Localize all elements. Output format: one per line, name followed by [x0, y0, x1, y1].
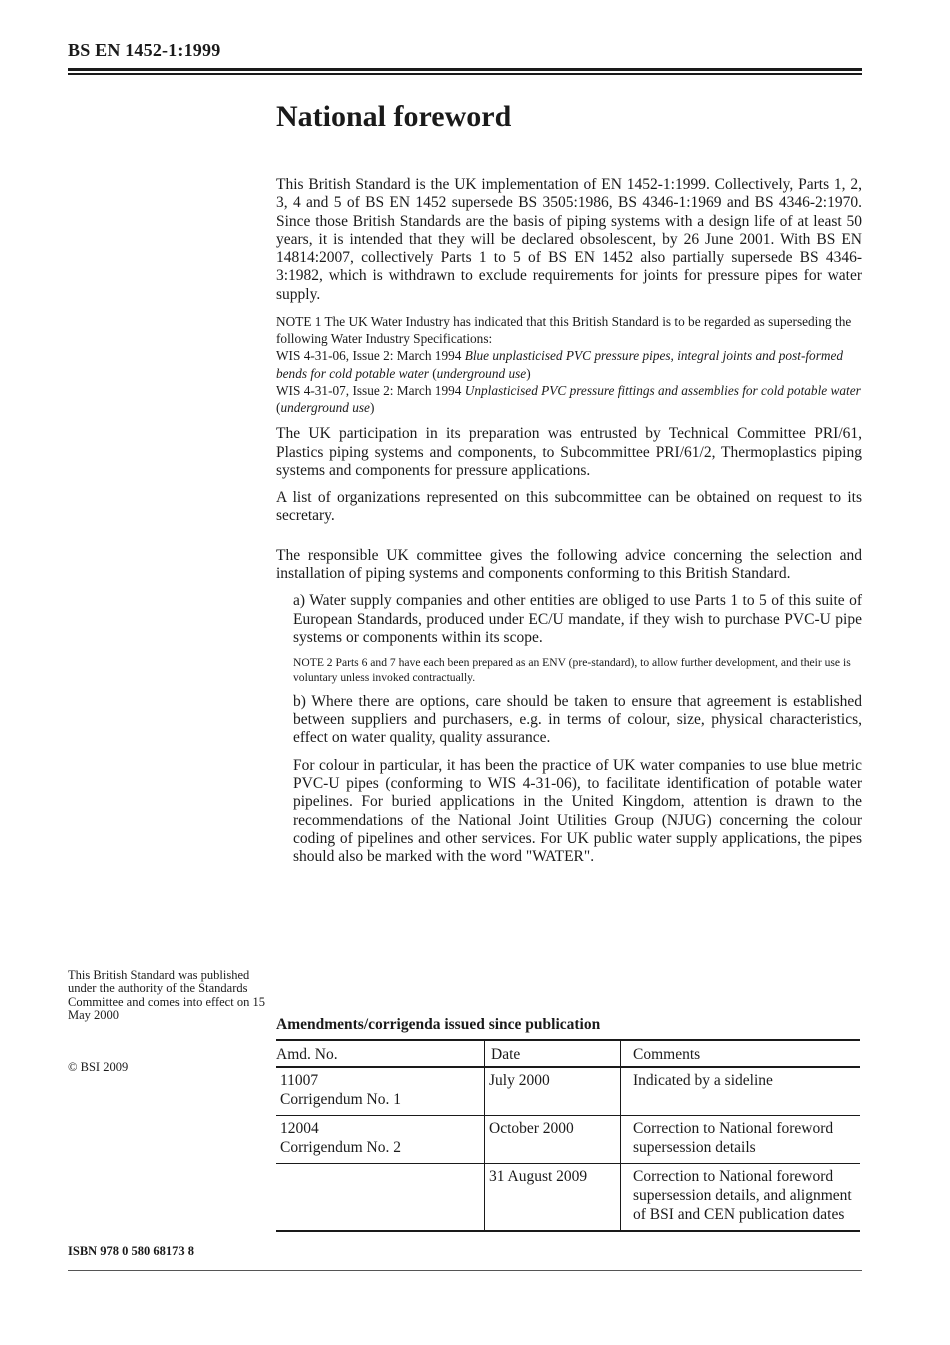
paragraph-implementation: This British Standard is the UK implementation of EN 1452-1:1999. Collectively, Parts 1, 2, 3, 4 and 5 of BS EN 1452 supersede BS 3505:1986, BS 4346-1:1969 and BS 4346-2:1970. Since those British Standards are the basis of piping systems with a design life of at least 50 years, it is intended that they will be declared obsolescent, by 26 June 2001. With BS EN 14814:2007, collectively Parts 1 to 5 of BS EN 1452 also partially supersede BS 4346-3:1982, which is withdrawn to exclude requirements for joints for pressure pipes for water supply. — [276, 176, 862, 303]
table-row — [276, 1116, 860, 1164]
publication-note: This British Standard was published under the authority of the Standards Committee and comes into effect on 15 May 2000 — [68, 968, 265, 1023]
note-1-intro: NOTE 1 The UK Water Industry has indicated that this British Standard is to be regarded as superseding the following Water Industry Specifications: — [276, 314, 852, 347]
copyright: © BSI 2009 — [68, 1060, 129, 1074]
note-1-wis2-title: Unplasticised PVC pressure fittings and assemblies for cold potable water — [464, 382, 861, 398]
table-row — [276, 1164, 860, 1232]
column-header-comments: Comments — [621, 1040, 861, 1067]
comments-cell: Correction to National foreword supersession details — [621, 1116, 861, 1164]
note-1-wis2-ref: WIS 4-31-07, Issue 2: March 1994 — [276, 382, 465, 398]
amd-corrigendum: Corrigendum No. 2 — [280, 1139, 401, 1156]
amd-no-cell — [276, 1164, 485, 1232]
header-rule-thin — [68, 73, 862, 75]
table-row — [276, 1067, 860, 1116]
date-cell: 31 August 2009 — [485, 1164, 621, 1232]
paragraph-colour: For colour in particular, it has been the practice of UK water companies to use blue metric PVC-U pipes (conforming to WIS 4-31-06), to facilitate identification of potable water pipelines. For buried applications in the United Kingdom, attention is drawn to the recommendations of the National Joint Utilities Group (NJUG) concerning the colour coding of pipelines and other services. For UK public water supply applications, the pipes should also be marked with the word "WATER". — [293, 756, 862, 866]
column-header-date: Date — [485, 1040, 621, 1067]
date-cell: October 2000 — [485, 1116, 621, 1164]
page-title: National foreword — [276, 100, 512, 133]
comments-cell: Correction to National foreword supersession details, and alignment of BSI and CEN publication dates — [621, 1164, 861, 1232]
note-1-wis1-ref: WIS 4-31-06, Issue 2: March 1994 — [276, 348, 465, 364]
amendments-table — [276, 1039, 860, 1232]
foreword-body — [276, 176, 862, 876]
note-1-wis2-use: underground use — [280, 400, 370, 416]
note-2: NOTE 2 Parts 6 and 7 have each been prepared as an ENV (pre-standard), to allow further development, and their use is voluntary unless invoked contractually. — [293, 656, 851, 684]
note-1-wis1-title: Blue unplasticised PVC pressure pipes, integral joints and post-formed bends for cold potable water — [276, 348, 844, 381]
footer-rule — [68, 1270, 862, 1271]
advice-item-b: b) Where there are options, care should be taken to ensure that agreement is established between suppliers and purchasers, e.g. in terms of colour, size, physical characteristics, effect on water quality, quality assurance. — [293, 692, 862, 747]
table-header-row — [276, 1040, 860, 1067]
amd-corrigendum: Corrigendum No. 1 — [280, 1091, 401, 1108]
note-1-wis1-use: underground use — [436, 365, 527, 381]
amendments-title: Amendments/corrigenda issued since publication — [276, 1016, 601, 1033]
standard-id-header: BS EN 1452-1:1999 — [68, 40, 221, 60]
paragraph-participation: The UK participation in its preparation was entrusted by Technical Committee PRI/61, Plastics piping systems and components, to Subcommittee PRI/61/2, Thermoplastics piping systems and components for pressure applications. — [276, 425, 862, 479]
advice-item-a: a) Water supply companies and other entities are obliged to use Parts 1 to 5 of this suite of European Standards, produced under EC/U mandate, if they wish to purchase PVC-U pipe systems or components within its scope. — [293, 592, 862, 646]
isbn: ISBN 978 0 580 68173 8 — [68, 1244, 195, 1258]
column-header-amd-no: Amd. No. — [276, 1040, 485, 1067]
note-1: NOTE 1 The UK Water Industry has indicated that this British Standard is to be regarded as superseding the following Water Industry Specifications: WIS 4-31-06, Issue 2: March 1994 Blue unplasticised PVC pressure pipes, integral joints and post-formed bends for cold potable water (underground use) WIS 4-31-07, Issue 2: March 1994 Unplasticised PVC pressure fittings and assemblies for cold potable water (underground use) — [276, 314, 861, 416]
date-cell: July 2000 — [485, 1067, 621, 1116]
paragraph-advice: The responsible UK committee gives the following advice concerning the selection and installation of piping systems and components conforming to this British Standard. — [276, 546, 862, 583]
paragraph-organizations: A list of organizations represented on this subcommittee can be obtained on request to its secretary. — [276, 489, 862, 525]
comments-cell: Indicated by a sideline — [621, 1067, 861, 1116]
amd-number: 12004 — [280, 1120, 319, 1137]
header-rule-thick — [68, 68, 862, 71]
amd-no-cell — [276, 1116, 485, 1164]
amd-no-cell — [276, 1067, 485, 1116]
amd-number: 11007 — [280, 1072, 319, 1089]
